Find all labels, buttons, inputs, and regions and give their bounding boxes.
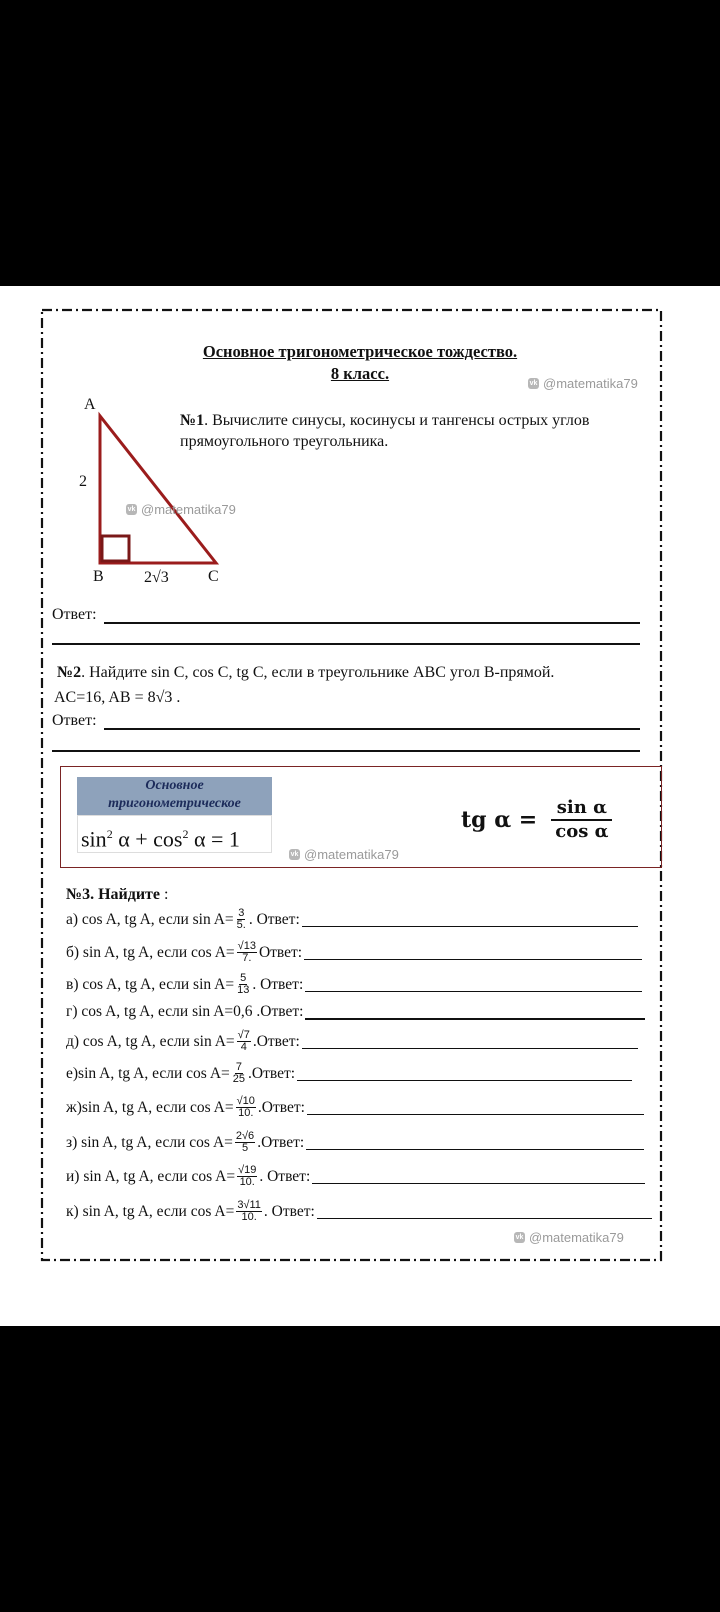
identity-heading: Основное тригонометрическое [77, 777, 272, 815]
page-title: Основное тригонометрическое тождество. [202, 342, 518, 361]
fraction-denominator: 5 [241, 1142, 249, 1154]
task3-item-fraction [235, 1131, 255, 1154]
task3-item-answer-label: .Ответ: [257, 1133, 305, 1151]
vk-icon: vk [127, 506, 136, 513]
fraction-numerator: 7 [235, 1061, 242, 1073]
right-angle-mark [102, 536, 129, 561]
task3-item-text: и) sin A, tg A, если cos A= [66, 1167, 236, 1185]
task2-answer-line[interactable] [104, 728, 640, 730]
task3-item-fraction [237, 1030, 251, 1053]
task3-item [66, 1200, 652, 1223]
task3-item-fraction [237, 941, 257, 964]
task3-item-answer-label: . Ответ: [248, 910, 300, 928]
task1-answer-line-2[interactable] [52, 643, 640, 645]
task1-text-line2: прямоугольного треугольника. [180, 433, 389, 450]
task3-item [66, 973, 642, 996]
vk-icon: vk [515, 1234, 524, 1241]
task3-item-fraction [236, 973, 250, 996]
fraction-numerator: √19 [238, 1164, 257, 1176]
fraction-denominator: 10. [239, 1176, 255, 1188]
fraction-denominator: 5. [236, 919, 246, 931]
fraction-denominator: 4 [240, 1041, 247, 1053]
task3-item [66, 1131, 644, 1154]
task3-item-text: г) cos A, tg A, если sin A=0,6 .Ответ: [66, 1003, 304, 1020]
task3-answer-line[interactable] [312, 1183, 645, 1185]
task1-text: №1. Вычислите синусы, косинусы и тангенсы острых углов [180, 412, 590, 429]
task3-answer-line[interactable] [304, 959, 642, 961]
watermark: vk @matematika79 [529, 376, 638, 391]
task1-answer-line[interactable] [104, 622, 640, 624]
task3-item-answer-label: .Ответ: [252, 1032, 300, 1050]
fraction-numerator: 3√11 [237, 1199, 261, 1211]
task3-item-text: а) cos A, tg A, если sin A= [66, 910, 234, 928]
task3-item-text: е)sin A, tg A, если cos A= [66, 1064, 230, 1082]
fraction-numerator: 2√6 [235, 1130, 255, 1142]
side-ab-label: 2 [79, 473, 87, 490]
vk-icon: vk [529, 380, 538, 387]
fraction-numerator: 5 [240, 972, 247, 984]
task3-item-answer-label: .Ответ: [257, 1098, 305, 1116]
task3-answer-line[interactable] [302, 1048, 638, 1050]
task3-answer-line[interactable] [297, 1080, 632, 1082]
task2-text: №2. Найдите sin C, cos C, tg C, если в треугольнике ABC угол B-прямой. [57, 664, 555, 681]
fraction-denominator: 25 [232, 1073, 246, 1085]
fraction-denominator: 10. [238, 1107, 254, 1119]
task3-item [66, 1062, 632, 1085]
task1-answer-label: Ответ: [52, 606, 97, 623]
fraction-numerator: √13 [237, 940, 256, 952]
task3-item-text: б) sin A, tg A, если cos A= [66, 943, 235, 961]
task3-item-fraction [237, 1165, 257, 1188]
task3-item-fraction [236, 1200, 262, 1223]
task2-answer-label: Ответ: [52, 712, 97, 729]
task3-heading: №3. Найдите : [66, 886, 169, 903]
task3-answer-line[interactable] [305, 991, 642, 993]
task3-item [66, 1096, 644, 1119]
task3-answer-line[interactable] [306, 1149, 644, 1151]
task3-item-fraction [236, 1096, 256, 1119]
task3-item-text: в) cos A, tg A, если sin A= [66, 975, 235, 993]
fraction-denominator: 10. [241, 1211, 257, 1223]
task3-item-text: з) sin A, tg A, если cos A= [66, 1133, 233, 1151]
worksheet-page [0, 286, 720, 1326]
task3-item [66, 1030, 638, 1053]
task3-item [66, 1002, 645, 1022]
vertex-c-label: C [208, 568, 219, 585]
watermark: vk @matematika79 [515, 1230, 624, 1245]
task3-item-answer-label: . Ответ: [259, 1167, 311, 1185]
task3-item-answer-label: .Ответ: [248, 1064, 296, 1082]
task3-item [66, 941, 642, 964]
fraction-denominator: 7. [242, 952, 252, 964]
fraction-denominator: 13 [237, 984, 250, 996]
task3-item [66, 908, 638, 931]
formula-box [60, 766, 662, 868]
task2-answer-line-2[interactable] [52, 750, 640, 752]
triangle-shape [100, 416, 216, 563]
vk-icon: vk [290, 851, 299, 858]
task3-item-fraction [236, 908, 247, 931]
task3-item-answer-label: . Ответ: [263, 1202, 315, 1220]
task3-answer-line[interactable] [302, 926, 638, 928]
task3-answer-line[interactable] [305, 1018, 645, 1020]
task3-item-fraction [232, 1062, 246, 1085]
fraction-numerator: 3 [238, 907, 245, 919]
task3-answer-line[interactable] [317, 1218, 652, 1220]
task3-item-text: ж)sin A, tg A, если cos A= [66, 1098, 234, 1116]
pythagorean-identity: $\sin^2 \alpha + \cos^2 \alpha = 1$ [77, 815, 272, 853]
side-bc-label: 2√3 [144, 569, 169, 586]
task3-item-text: д) cos A, tg A, если sin A= [66, 1032, 235, 1050]
watermark: vk @matematika79 [290, 847, 399, 862]
task3-item-text: к) sin A, tg A, если cos A= [66, 1202, 235, 1220]
page-subtitle: 8 класс. [330, 364, 390, 383]
tangent-fraction: $\frac{\text{sin α}}{\text{cos α}}$ [551, 797, 612, 843]
fraction-numerator: √10 [236, 1095, 255, 1107]
vertex-b-label: B [93, 568, 104, 585]
task2-text-line2: AC=16, AB = 8√3 . [54, 689, 181, 706]
right-triangle-diagram [80, 396, 240, 586]
task3-item-answer-label: Ответ: [258, 943, 303, 961]
task3-item-answer-label: . Ответ: [252, 975, 304, 993]
tangent-formula: tg α = $\frac{\text{sin α}}{\text{cos α}}$ [461, 797, 612, 843]
task3-answer-line[interactable] [307, 1114, 644, 1116]
watermark: vk @matematika79 [127, 502, 236, 517]
vertex-a-label: A [84, 396, 96, 413]
fraction-numerator: √7 [237, 1029, 250, 1041]
task3-item [66, 1165, 645, 1188]
